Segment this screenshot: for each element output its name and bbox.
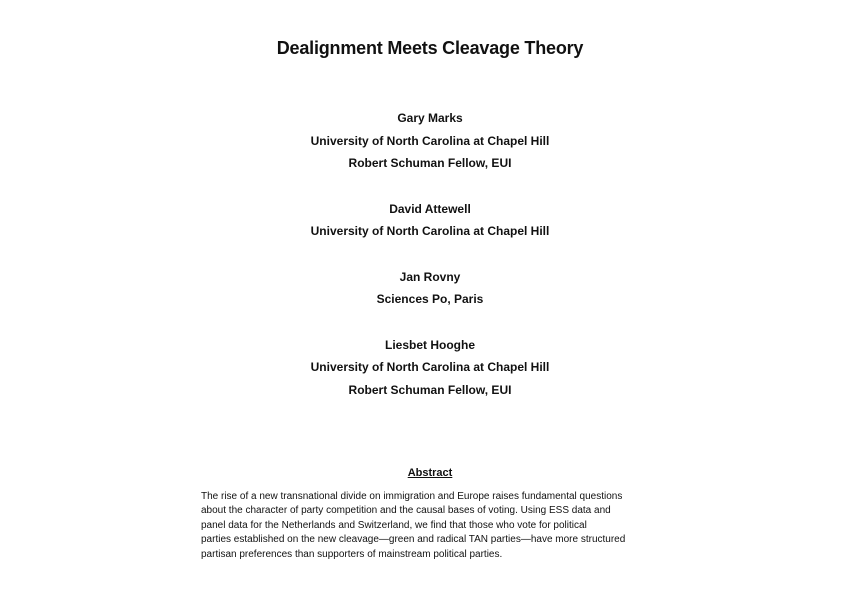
abstract-line: panel data for the Netherlands and Switzerland, we find that those who vote for political [201,519,587,531]
author-affiliation: University of North Carolina at Chapel Hill [310,224,550,238]
author-block [0,107,860,175]
author-block [0,198,860,243]
paper-title: Dealignment Meets Cleavage Theory [276,38,584,58]
author-name: Gary Marks [397,111,463,125]
abstract-line: parties established on the new cleavage—green and radical TAN parties—have more structured [201,534,626,546]
author-affiliation: Sciences Po, Paris [376,292,484,306]
author-block [0,334,860,402]
author-affiliation: University of North Carolina at Chapel Hill [310,133,550,148]
abstract-body [201,490,671,562]
author-affiliation: Robert Schuman Fellow, EUI [348,382,512,397]
author-name: David Attewell [389,201,471,216]
abstract-line: partisan preferences than supporters of mainstream political parties. [201,548,503,560]
author-affiliation: Robert Schuman Fellow, EUI [348,156,512,170]
author-name: Liesbet Hooghe [384,337,475,352]
abstract-line: about the character of party competition and the causal bases of voting. Using ESS data and [201,505,611,517]
abstract-line: The rise of a new transnational divide on immigration and Europe raises fundamental questions [201,491,623,502]
author-name: Jan Rovny [399,269,461,284]
author-block [0,266,860,311]
abstract-heading: Abstract [407,467,453,479]
author-affiliation: University of North Carolina at Chapel Hill [310,360,550,374]
author-list [0,107,860,424]
